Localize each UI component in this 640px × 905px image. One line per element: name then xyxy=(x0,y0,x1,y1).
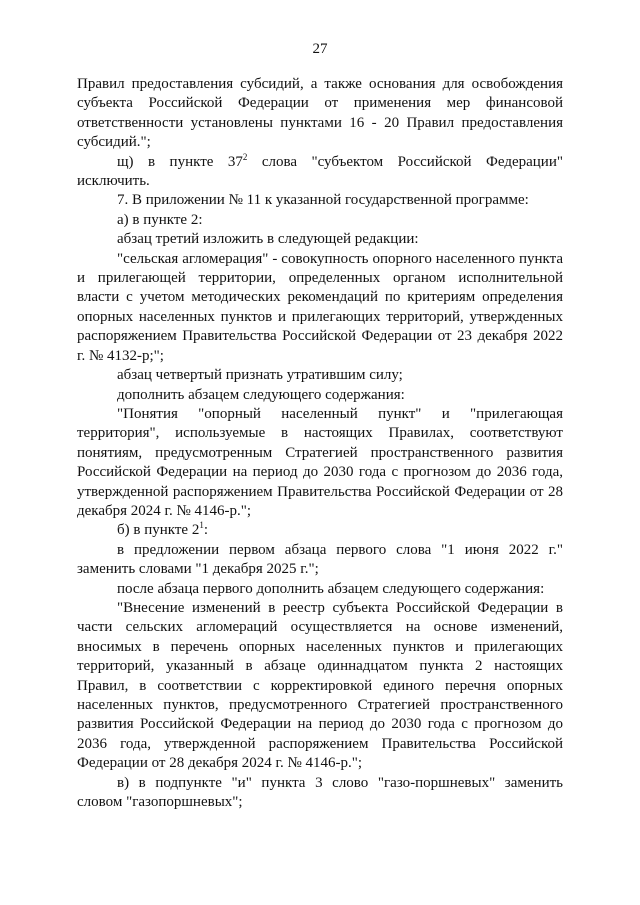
paragraph-p12 xyxy=(77,580,563,599)
paragraph-p5 xyxy=(77,230,563,249)
text-run: после абзаца первого дополнить абзацем следующего содержания: xyxy=(117,580,545,597)
paragraph-p1 xyxy=(77,75,563,153)
paragraph-p3 xyxy=(77,191,563,210)
paragraph-p2 xyxy=(77,153,563,192)
paragraph-p4 xyxy=(77,211,563,230)
text-run: Правил предоставления субсидий, а также основания для освобождения субъекта Российской Федерации от применения мер финансовой ответственности установлены пунктами 16 - 20 Правил предоставления субсидий."; xyxy=(77,76,563,151)
text-run: б) в пункте 2 xyxy=(117,522,200,539)
paragraph-p8 xyxy=(77,386,563,405)
paragraph-p9 xyxy=(77,405,563,521)
paragraph-p13 xyxy=(77,599,563,774)
text-run: а) в пункте 2: xyxy=(117,211,203,228)
paragraph-p14 xyxy=(77,774,563,813)
text-run: "Понятия "опорный населенный пункт" и "прилегающая территория", используемые в настоящих Правилах, соответствуют понятиям, предусмотренным Стратегией пространственного развития Российской Федерации на период до 2030 года с прогнозом до 2036 года, утвержденной распоряжением Правительства Российской Федерации от 28 декабря 2024 г. № 4146-р."; xyxy=(77,405,563,519)
text-run: в) в подпункте "и" пункта 3 слово "газо-поршневых" заменить словом "газопоршневых"; xyxy=(77,774,563,811)
text-run: : xyxy=(203,522,208,539)
text-run: "Внесение изменений в реестр субъекта Российской Федерации в части сельских агломераций осуществляется на основе изменений, вносимых в перечень опорных населенных пунктов и прилегающих территорий, указанный в абзаце одиннадцатом пункта 2 настоящих Правил, в соответствии с корректировкой единого перечня опорных населенных пунктов, предусмотренного Стратегией пространственного развития Российской Федерации на период до 2030 года с прогнозом до 2036 года, утвержденной распоряжением Правительства Российской Федерации от 28 декабря 2024 г. № 4146-р."; xyxy=(77,599,563,772)
text-run: абзац четвертый признать утратившим силу; xyxy=(117,367,403,384)
text-run: слова "субъектом Российской Федерации" исключить. xyxy=(77,153,563,190)
superscript: 2 xyxy=(242,151,248,162)
paragraph-p11 xyxy=(77,541,563,580)
page-number: 27 xyxy=(312,41,328,57)
text-run: щ) в пункте 37 xyxy=(117,153,243,170)
paragraph-p6 xyxy=(77,250,563,366)
text-run: "сельская агломерация" - совокупность опорного населенного пункта и прилегающей территории, определенных органом исполнительной власти с учетом методических рекомендаций по критериям определения опорных населенных пунктов и прилегающих территорий, утвержденных распоряжением Правительства Российской Федерации от 23 декабря 2022 г. № 4132-р;"; xyxy=(77,250,563,364)
paragraph-p7 xyxy=(77,366,563,385)
text-run: дополнить абзацем следующего содержания: xyxy=(117,386,405,403)
paragraph-p10 xyxy=(77,521,563,540)
superscript: 1 xyxy=(199,520,204,531)
text-run: 7. В приложении № 11 к указанной государственной программе: xyxy=(117,192,529,209)
document-body xyxy=(77,75,563,812)
text-run: в предложении первом абзаца первого слова "1 июня 2022 г." заменить словами "1 декабря 2025 г."; xyxy=(77,541,563,578)
text-run: абзац третий изложить в следующей редакции: xyxy=(117,231,419,248)
